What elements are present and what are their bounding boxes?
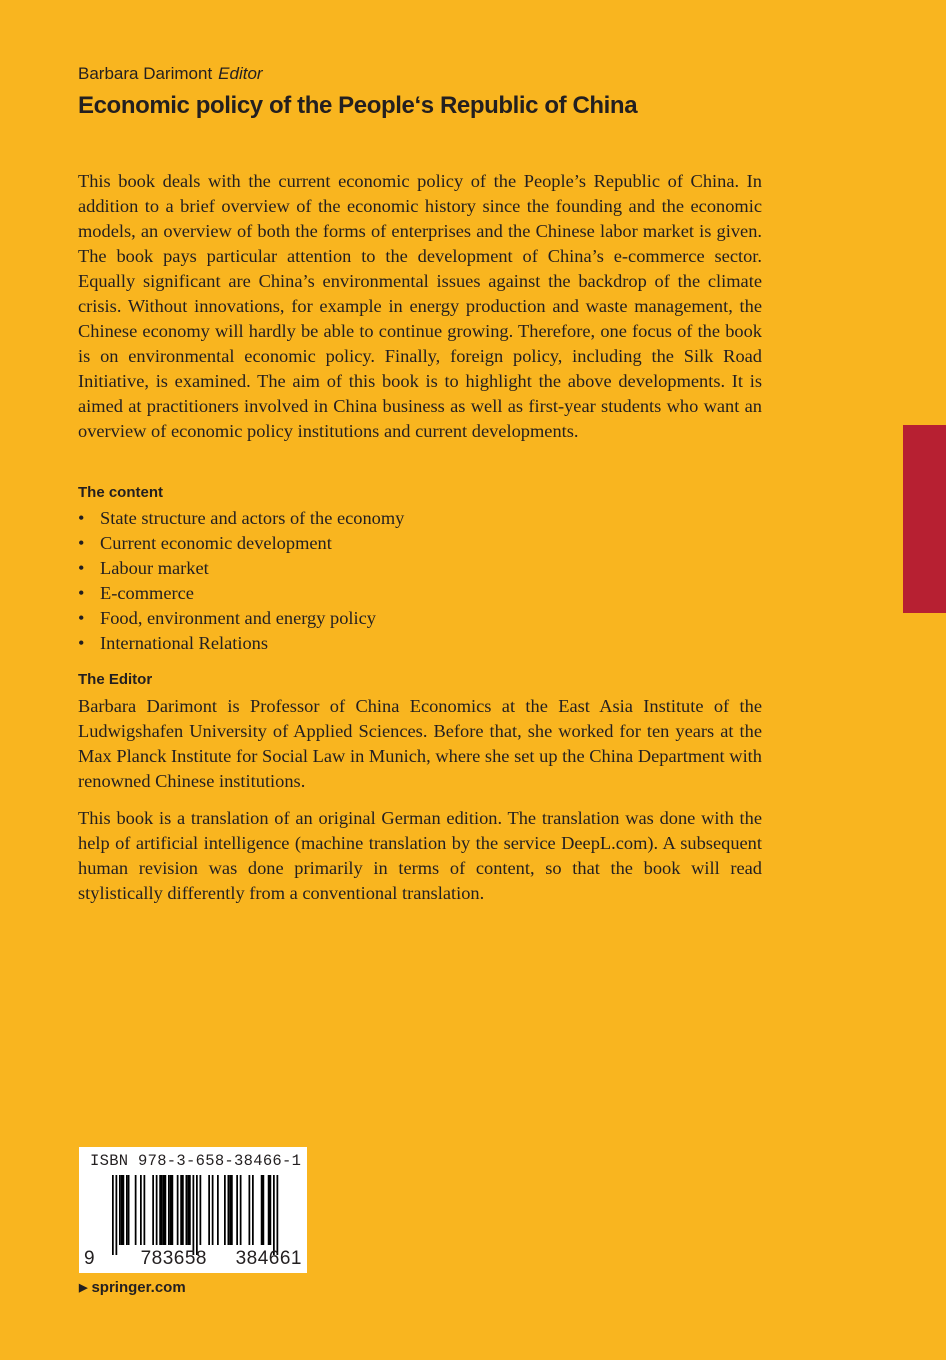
bullet-icon: • bbox=[78, 633, 85, 653]
barcode-digit-group-1: 783658 bbox=[140, 1248, 207, 1269]
springer-link[interactable] bbox=[79, 1279, 186, 1296]
barcode-bar bbox=[252, 1175, 254, 1245]
barcode-bar bbox=[112, 1175, 114, 1255]
bullet-icon: • bbox=[78, 533, 85, 553]
content-list bbox=[78, 506, 404, 656]
barcode-bar bbox=[128, 1175, 130, 1245]
barcode-bar bbox=[119, 1175, 121, 1245]
isbn-label: ISBN 978-3-658-38466-1 bbox=[90, 1152, 302, 1170]
editor-line bbox=[78, 64, 263, 84]
barcode-bar bbox=[240, 1175, 242, 1245]
barcode-digits bbox=[84, 1248, 302, 1270]
barcode-bar bbox=[249, 1175, 251, 1245]
barcode-bar bbox=[217, 1175, 219, 1245]
barcode-bar bbox=[196, 1175, 198, 1255]
barcode-bar bbox=[161, 1175, 163, 1245]
barcode-bar bbox=[152, 1175, 154, 1245]
barcode-bar bbox=[116, 1175, 118, 1255]
editor-bio: Barbara Darimont is Professor of China Economics at the East Asia Institute of the Ludwigshafen University of Applied Sciences. Before that, she worked for ten years at the Max Planck Institute for Social Law in Munich, where she set up the China Department with renowned Chinese institutions. bbox=[78, 696, 762, 791]
barcode-bar bbox=[144, 1175, 146, 1245]
barcode-bar bbox=[163, 1175, 165, 1245]
list-item: • Labour market bbox=[78, 556, 404, 581]
barcode-bar bbox=[180, 1175, 182, 1245]
barcode-bar bbox=[228, 1175, 230, 1245]
barcode-bar bbox=[277, 1175, 279, 1255]
bullet-icon: • bbox=[78, 558, 85, 578]
translation-note: This book is a translation of an original German edition. The translation was done with the help of artificial intelligence (machine translation by the service DeepL.com). A subsequent human revision was done primarily in terms of content, so that the book will read stylistically differently from a conventional translation. bbox=[78, 808, 762, 903]
barcode-bar bbox=[126, 1175, 128, 1245]
barcode-digit-first: 9 bbox=[84, 1248, 95, 1269]
barcode-bar bbox=[156, 1175, 158, 1245]
book-title: Economic policy of the People‘s Republic of China bbox=[78, 92, 638, 119]
barcode-bar bbox=[273, 1175, 275, 1255]
barcode-bar bbox=[187, 1175, 189, 1245]
barcode-bar bbox=[135, 1175, 137, 1245]
barcode-bar bbox=[123, 1175, 125, 1245]
book-description: This book deals with the current economic policy of the People’s Republic of China. In addition to a brief overview of the economic history since the founding and the economic models, an overview of both the forms of enterprises and the Chinese labor market is given. The book pays particular attention to the development of China’s e-commerce sector. Equally significant are China’s environmental issues against the backdrop of the climate crisis. Without innovations, for example in energy production and waste management, the Chinese economy will hardly be able to continue growing. Therefore, one focus of the book is on environmental economic policy. Finally, foreign policy, including the Silk Road Initiative, is examined. The aim of this book is to highlight the above developments. It is aimed at practitioners involved in China business as well as first-year students who want an overview of economic policy institutions and current developments. bbox=[78, 171, 762, 441]
list-item: • International Relations bbox=[78, 631, 404, 656]
content-heading: The content bbox=[78, 484, 163, 501]
barcode-bar bbox=[189, 1175, 191, 1245]
author-name: Barbara Darimont bbox=[78, 64, 213, 83]
bullet-icon: • bbox=[78, 508, 85, 528]
triangle-right-icon: ▶ bbox=[79, 1282, 88, 1294]
barcode-bar bbox=[208, 1175, 210, 1245]
list-item: • E-commerce bbox=[78, 581, 404, 606]
barcode-bar bbox=[159, 1175, 161, 1245]
isbn-barcode bbox=[79, 1147, 307, 1273]
barcode-bar bbox=[224, 1175, 226, 1245]
list-item: • Current economic development bbox=[78, 531, 404, 556]
barcode-bar bbox=[177, 1175, 179, 1245]
barcode-digit-group-2: 384661 bbox=[235, 1248, 302, 1269]
barcode-bar bbox=[231, 1175, 233, 1245]
bullet-icon: • bbox=[78, 608, 85, 628]
bullet-icon: • bbox=[78, 583, 85, 603]
barcode-bar bbox=[182, 1175, 184, 1245]
barcode-bar bbox=[270, 1175, 272, 1245]
barcode-bar bbox=[200, 1175, 202, 1245]
barcode-bar bbox=[170, 1175, 172, 1245]
barcode-bar bbox=[261, 1175, 263, 1245]
barcode-bar bbox=[268, 1175, 270, 1245]
list-item: • State structure and actors of the economy bbox=[78, 506, 404, 531]
editor-role: Editor bbox=[218, 64, 263, 83]
list-item: • Food, environment and energy policy bbox=[78, 606, 404, 631]
editor-heading: The Editor bbox=[78, 671, 153, 688]
barcode-bar bbox=[236, 1175, 238, 1245]
barcode-bar bbox=[186, 1175, 188, 1245]
barcode-bar bbox=[165, 1175, 167, 1245]
barcode-bar bbox=[229, 1175, 231, 1245]
side-color-tab bbox=[903, 425, 946, 613]
barcode-bar bbox=[172, 1175, 174, 1245]
barcode-bar bbox=[212, 1175, 214, 1245]
barcode-bar bbox=[121, 1175, 123, 1245]
springer-website: springer.com bbox=[91, 1279, 186, 1296]
barcode-bar bbox=[168, 1175, 170, 1245]
barcode-bar bbox=[140, 1175, 142, 1245]
barcode-bar bbox=[193, 1175, 195, 1255]
barcode-bar bbox=[263, 1175, 265, 1245]
